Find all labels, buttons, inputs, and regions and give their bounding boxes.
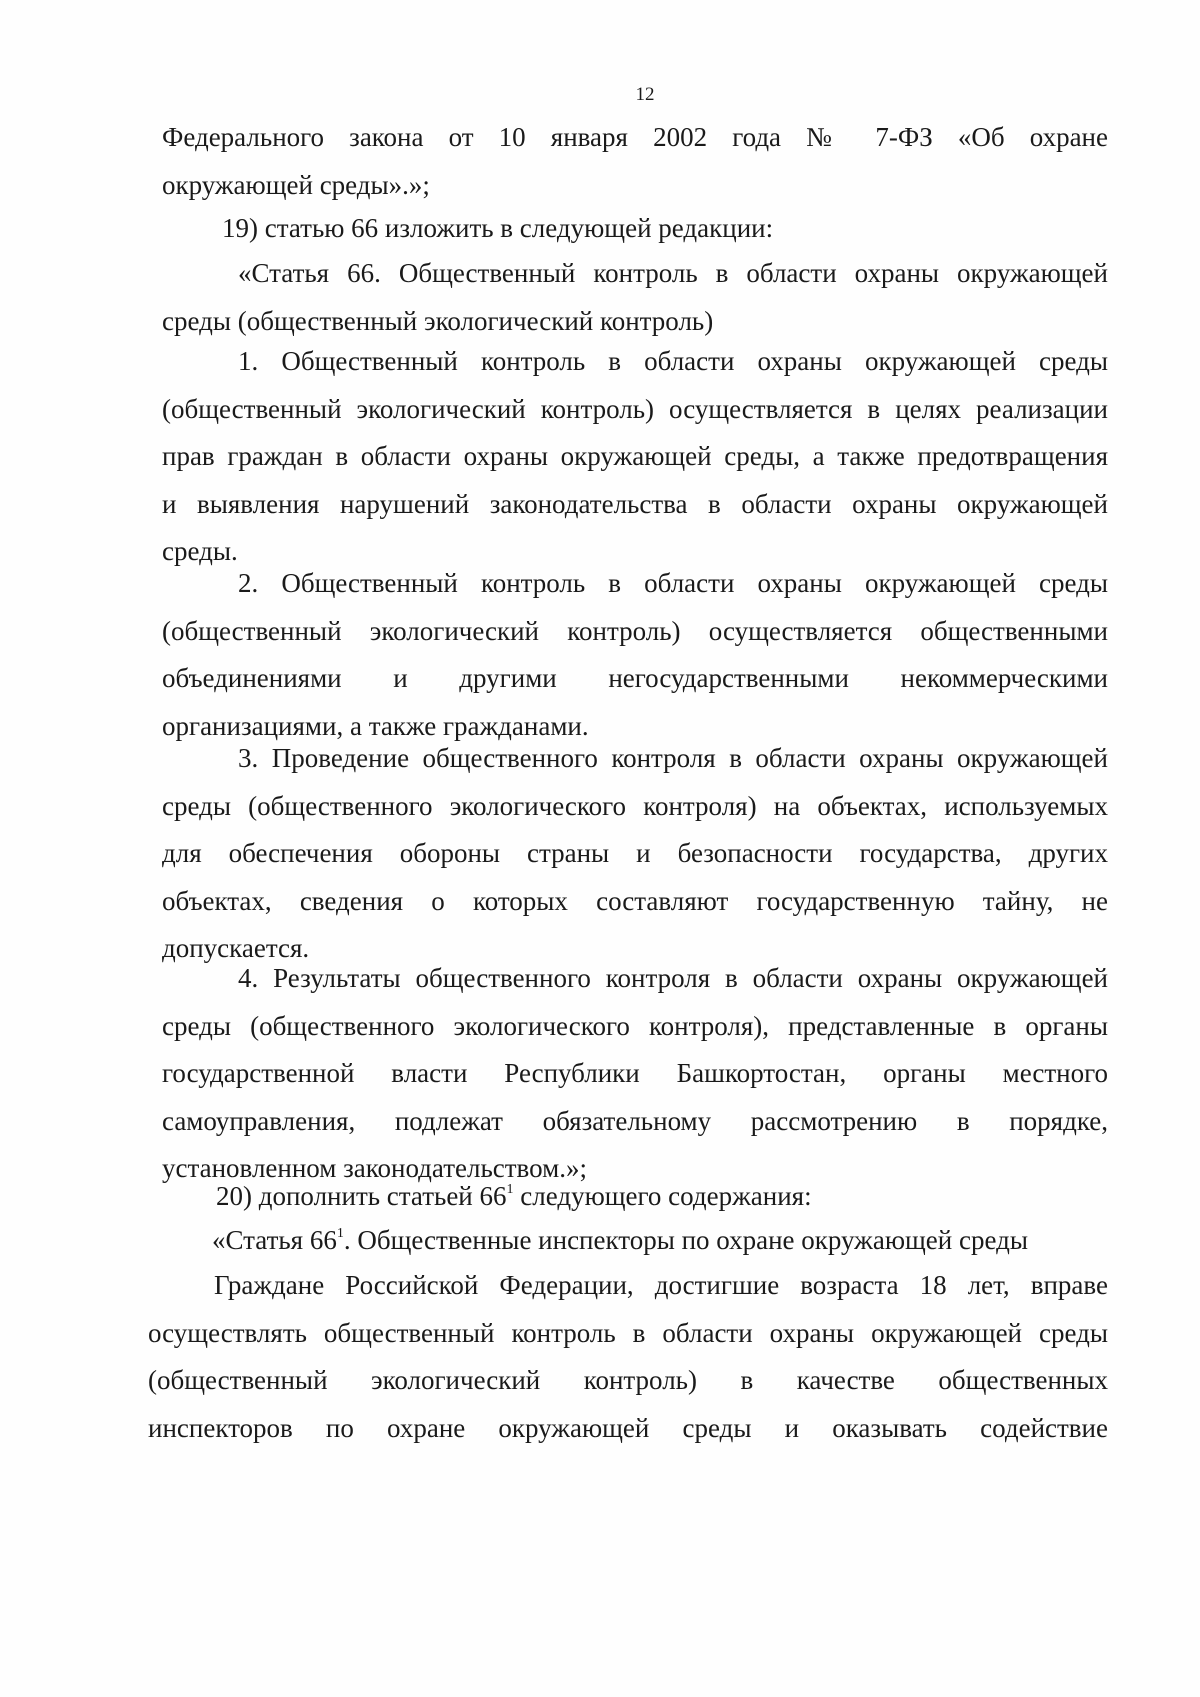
text-line: (общественный экологический контроль) осуществляется общественными	[162, 615, 1108, 646]
text-line: (общественный экологический контроль) в качестве общественных	[148, 1365, 1108, 1395]
paragraph-item-19	[222, 205, 1168, 253]
text-line: Граждане Российской Федерации, достигшие возраста 18 лет, вправе	[214, 1270, 1108, 1300]
text-line: для обеспечения обороны страны и безопасности государства, других	[162, 838, 1108, 868]
text-line: Федерального закона от 10 января 2002 года № 7-ФЗ «Об охране	[162, 122, 1108, 152]
paragraph-continuation	[162, 114, 1108, 209]
article-66-clause-1	[162, 338, 1108, 576]
text-line: объединениями и другими негосударственными некоммерческими	[162, 663, 1108, 693]
text-line: и выявления нарушений законодательства в области охраны окружающей	[162, 488, 1108, 519]
text-line: организациями, а также гражданами.	[162, 710, 589, 741]
text-line: объектах, сведения о которых составляют государственную тайну, не	[162, 885, 1108, 916]
text-line: 1. Общественный контроль в области охраны окружающей среды	[238, 346, 1108, 376]
text-line: 4. Результаты общественного контроля в области охраны окружающей	[238, 963, 1108, 993]
text-line: 3. Проведение общественного контроля в области охраны окружающей	[238, 743, 1108, 773]
text-line: 2. Общественный контроль в области охраны окружающей среды	[238, 568, 1108, 598]
text-line: среды.	[162, 536, 238, 566]
text-line: окружающей среды».»;	[162, 169, 430, 200]
text-line	[216, 1173, 1162, 1221]
article-66-1-text	[148, 1262, 1108, 1452]
superscript: 1	[506, 1182, 514, 1197]
text-fragment: 20) дополнить статьей 66	[216, 1181, 507, 1211]
article-66-clause-4	[162, 955, 1108, 1193]
text-fragment: «Статья 66	[212, 1225, 337, 1255]
text-line: среды (общественного экологического контроля) на объектах, используемых	[162, 790, 1108, 821]
text-line: прав граждан в области охраны окружающей среды, а также предотвращения	[162, 441, 1108, 471]
text-line	[212, 1217, 1158, 1265]
article-66-clause-2	[162, 560, 1108, 750]
text-line: «Статья 66. Общественный контроль в области охраны окружающей	[238, 258, 1108, 288]
article-66-clause-3	[162, 735, 1108, 973]
text-line: 19) статью 66 изложить в следующей редакции:	[222, 213, 774, 243]
text-line: государственной власти Республики Башкортостан, органы местного	[162, 1058, 1108, 1088]
page-number: 12	[635, 84, 655, 105]
text-fragment: следующего содержания:	[513, 1181, 812, 1211]
text-line: допускается.	[162, 933, 310, 963]
article-66-heading	[162, 250, 1108, 345]
text-line: среды (общественный экологический контроль)	[162, 305, 714, 336]
text-fragment: . Общественные инспекторы по охране окружающей среды	[343, 1225, 1028, 1255]
paragraph-item-20	[216, 1173, 1162, 1221]
text-line: (общественный экологический контроль) осуществляется в целях реализации	[162, 393, 1108, 424]
superscript: 1	[336, 1226, 344, 1241]
text-line: среды (общественного экологического контроля), представленные в органы	[162, 1010, 1108, 1041]
text-line: самоуправления, подлежат обязательному рассмотрению в порядке,	[162, 1105, 1108, 1136]
text-line: установленном законодательством.»;	[162, 1153, 587, 1183]
article-66-1-heading	[212, 1217, 1158, 1265]
text-line: осуществлять общественный контроль в области охраны окружающей среды	[148, 1317, 1108, 1348]
text-line: инспекторов по охране окружающей среды и оказывать содействие	[148, 1412, 1108, 1443]
